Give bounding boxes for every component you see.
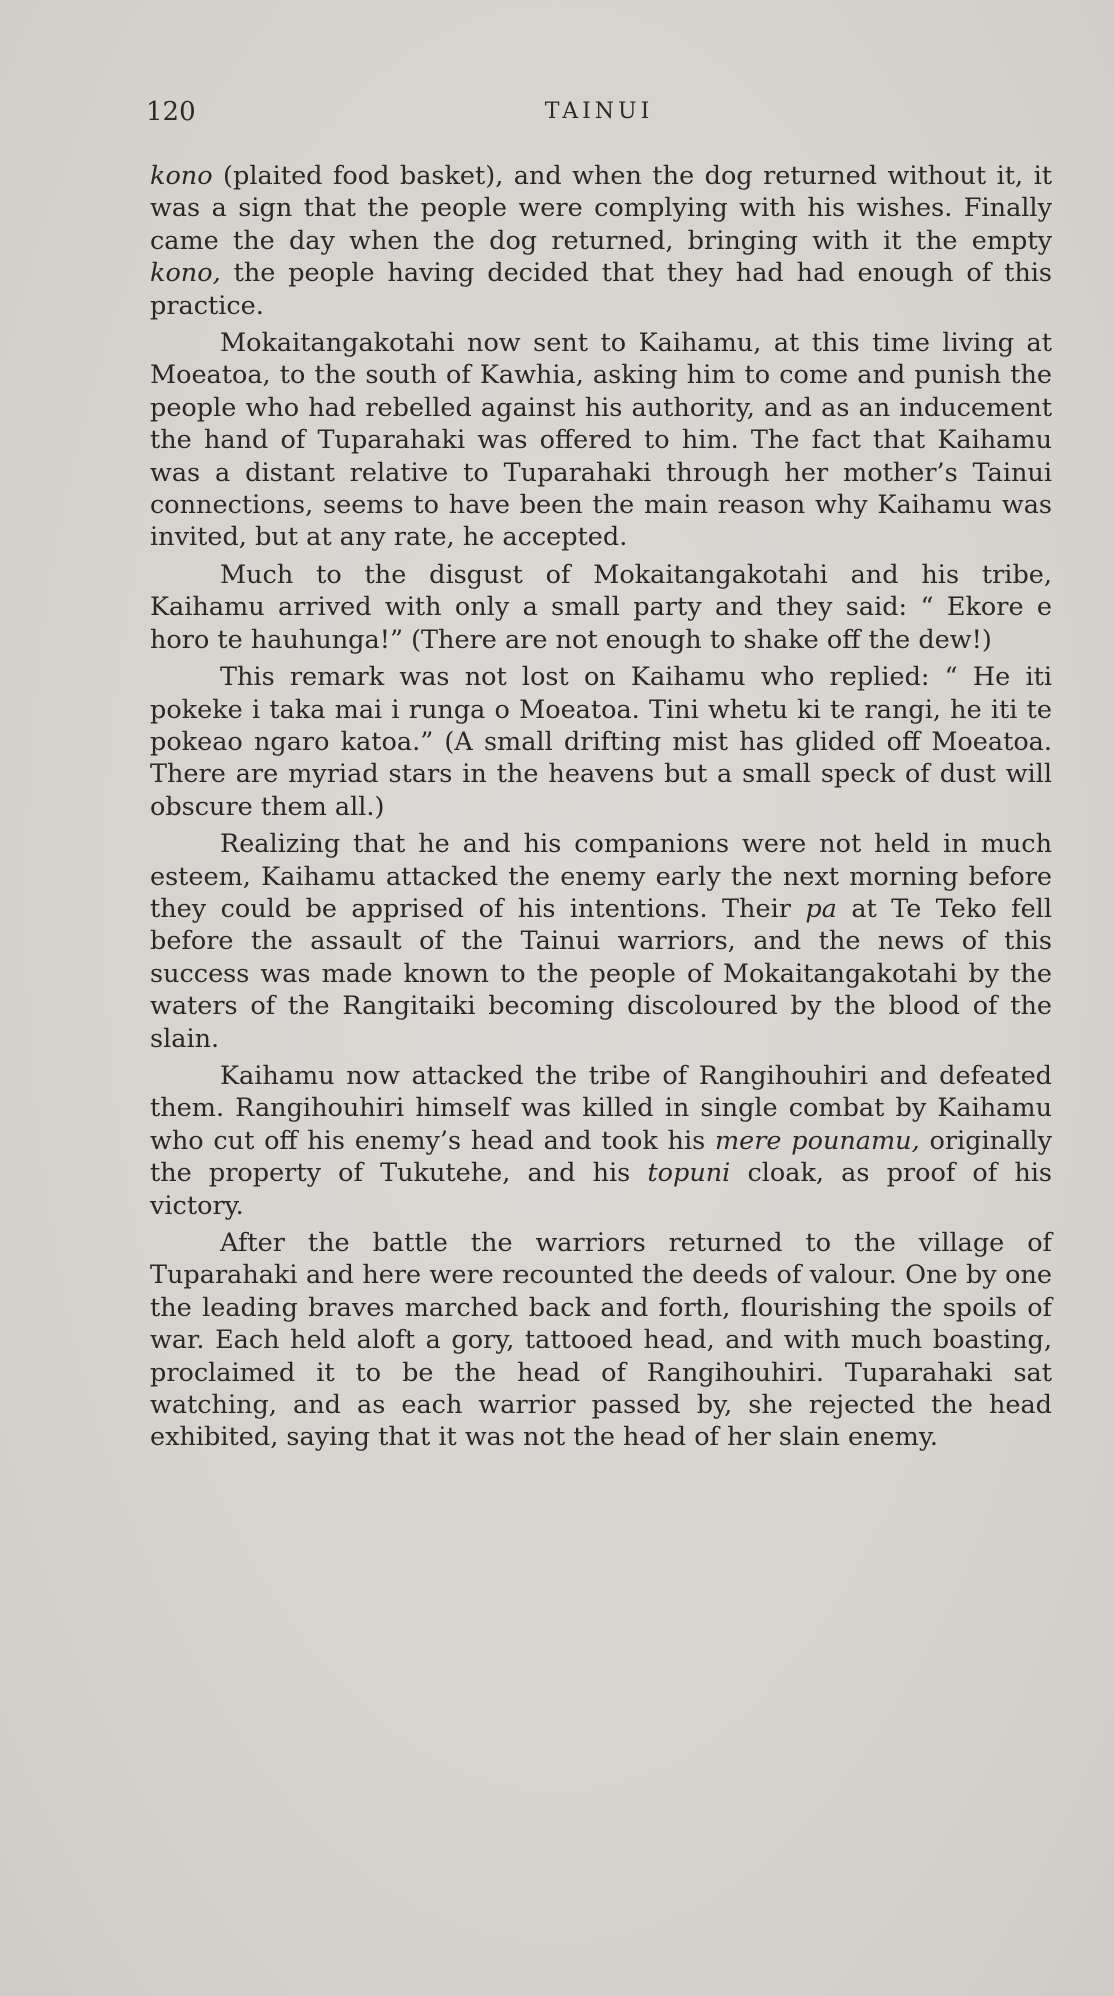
paragraph: [150, 1227, 1052, 1454]
italic-term: pa: [805, 893, 837, 924]
text-run: After the battle the warriors returned to the village of Tuparahaki and here were recounted the deeds of valour. One by one the leading braves marched back and forth, flourishing the spoils of war. Each held aloft a gory, tattooed head, and with much boasting, proclaimed it to be the head of Rangihouhiri. Tuparahaki sat watching, and as each warrior passed by, she rejected the head exhibited, saying that it was not the head of her slain enemy.: [150, 1228, 1052, 1453]
text-run: Kaihamu now attacked the tribe of Rangihouhiri and defeated them. Rangihouhiri himself was killed in single combat by Kaihamu who cut off his enemy’s head and took his: [150, 1060, 1052, 1156]
italic-term: mere pounamu,: [714, 1125, 920, 1156]
page-header: [146, 92, 1052, 132]
text-run: Mokaitangakotahi now sent to Kaihamu, at this time living at Moeatoa, to the south of Kawhia, asking him to come and punish the people who had rebelled against his authority, and as an inducement the hand of Tuparahaki was offered to him. The fact that Kaihamu was a distant relative to Tuparahaki through her mother’s Tainui connections, seems to have been the main reason why Kaihamu was invited, but at any rate, he accepted.: [150, 328, 1052, 553]
text-run: (plaited food basket), and when the dog returned without it, it was a sign that the people were complying with his wishes. Finally came the day when the dog returned, bringing with it the empty: [150, 161, 1052, 256]
text-run: cloak, as proof of his victory.: [150, 1158, 1052, 1221]
text-run: Realizing that he and his companions were not held in much esteem, Kaihamu attacked the enemy early the next morning before they could be apprised of his intentions. Their: [150, 829, 1052, 924]
text-run: Much to the disgust of Mokaitangakotahi and his tribe, Kaihamu arrived with only a small party and they said: “ Ekore e horo te hauhunga!” (There are not enough to shake off the dew!): [150, 559, 1052, 655]
italic-term: topuni: [647, 1158, 731, 1189]
paragraph: [150, 828, 1052, 1055]
paragraph: [150, 661, 1052, 823]
paragraph: [150, 327, 1052, 554]
body-text: [150, 160, 1052, 1459]
text-run: at Te Teko fell before the assault of the Tainui warriors, and the news of this success was made known to the people of Mokaitangakotahi by the waters of the Rangitaiki becoming discoloured by the blood of the slain.: [150, 893, 1052, 1054]
italic-term: kono,: [150, 258, 221, 289]
italic-term: kono: [150, 161, 213, 191]
running-head: TAINUI: [544, 99, 654, 124]
paragraph: [150, 160, 1052, 322]
text-run: the people having decided that they had had enough of this practice.: [150, 258, 1052, 321]
page-number: 120: [146, 97, 196, 127]
paragraph: [150, 559, 1052, 656]
text-run: originally the property of Tukutehe, and his: [150, 1125, 1052, 1189]
text-run: This remark was not lost on Kaihamu who replied: “ He iti pokeke i taka mai i runga o Moeatoa. Tini whetu ki te rangi, he iti te pokeao ngaro katoa.” (A small drifting mist has glided off Moeatoa. There are myriad stars in the heavens but a small speck of dust will obscure them all.): [150, 662, 1052, 822]
paragraph: [150, 1060, 1052, 1222]
